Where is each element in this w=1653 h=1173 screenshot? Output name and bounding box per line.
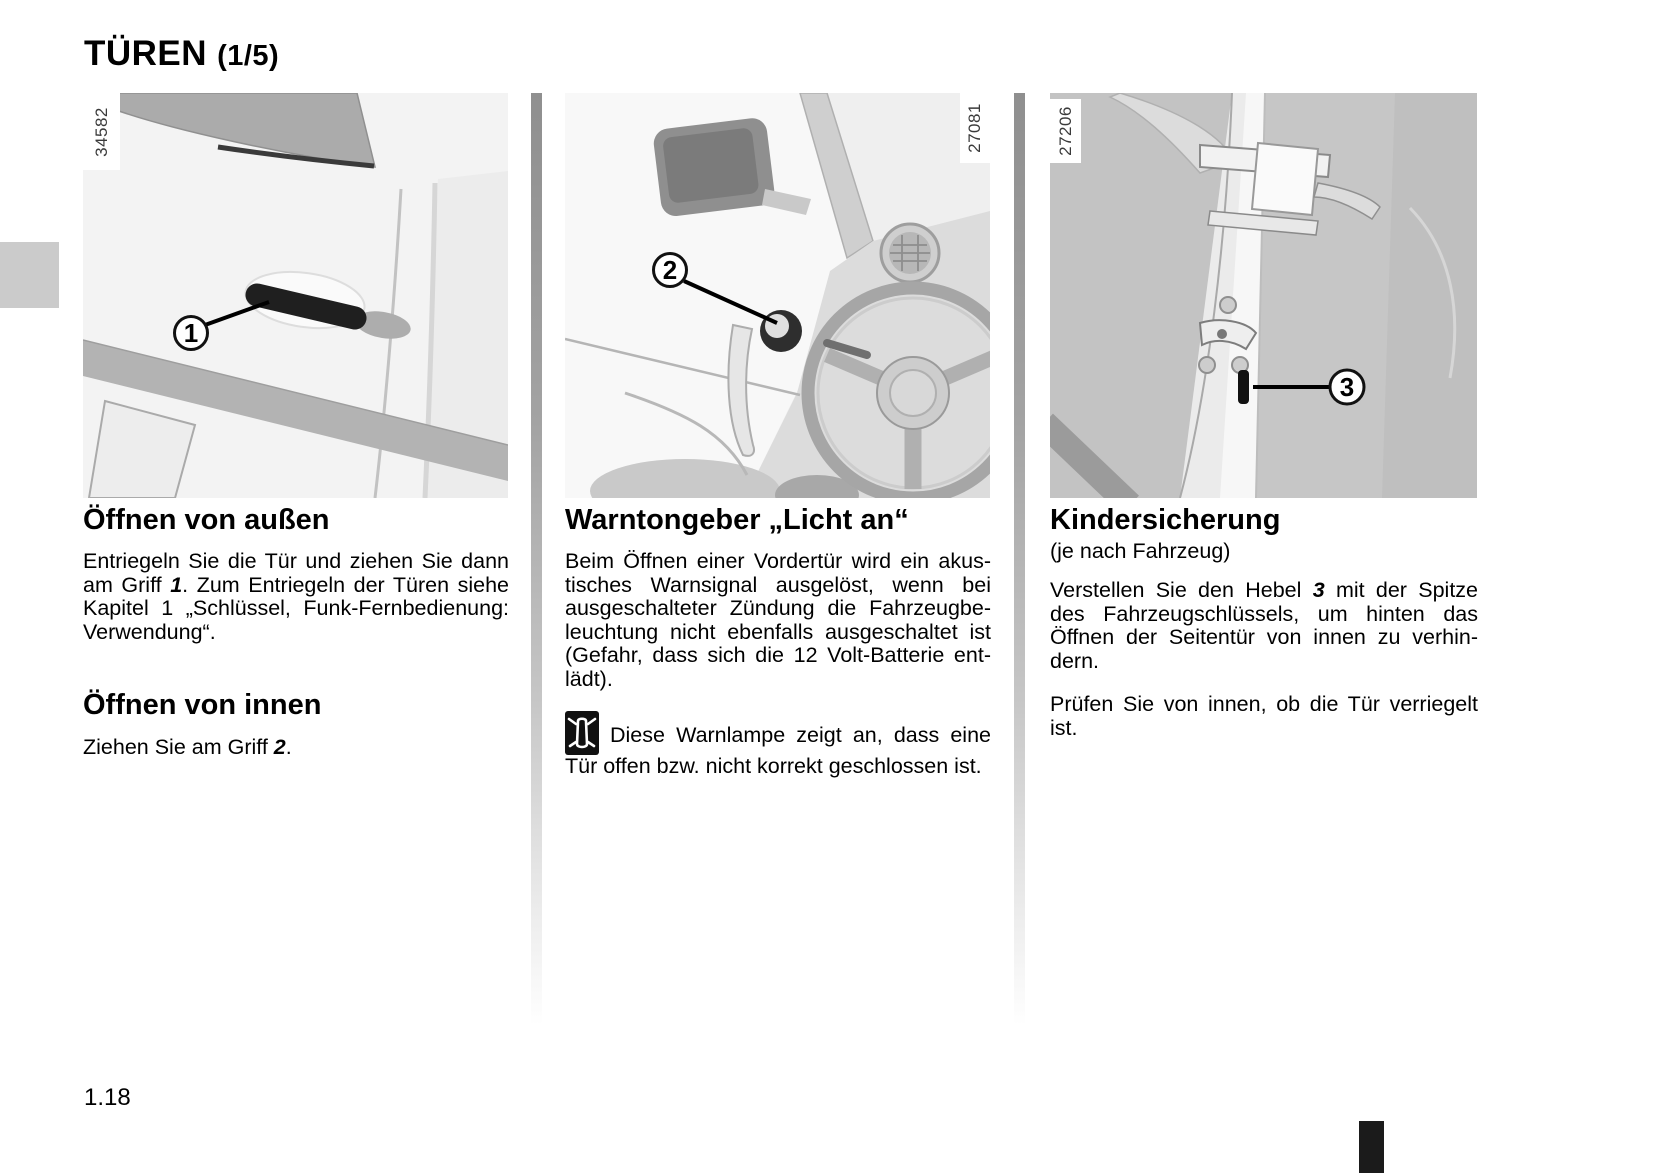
column-warning-buzzer [565,505,991,799]
callout-2-number: 2 [662,255,678,285]
paragraph-child-lock: Verstellen Sie den Hebel 3 mit der Spitze des Fahrzeugschlüssels, um hinten das Öffnen der Seitentür von innen zu verhindern. [1050,578,1478,673]
exterior-door-illustration [83,93,508,498]
figure-child-safety-lock [1050,93,1477,498]
paragraph-open-inside: Ziehen Sie am Griff 2. [83,734,292,759]
page-title-main: TÜREN [84,34,208,73]
callout-ref-3: 3 [1312,578,1325,603]
callout-3-number: 3 [1339,372,1355,402]
paragraph-open-outside: Entriegeln Sie die Tür und ziehen Sie dann am Griff 1. Zum Entriegeln der Türen siehe Kapitel 1 „Schlüssel, Funk-Fernbedienung: Verwendung“. [83,549,509,644]
heading-open-outside: Öffnen von außen [83,504,330,536]
paragraph-check-locked: Prüfen Sie von innen, ob die Tür verriegelt ist. [1050,692,1478,740]
heading-warning-buzzer: Warntongeber „Licht an“ [565,504,909,536]
heading-child-lock: Kindersicherung [1050,504,1281,536]
section-corner-tab [1359,1121,1384,1173]
column-divider [531,93,542,1035]
figure-interior-door-handle [565,93,990,498]
page-title [84,34,279,74]
callout-ref-2: 2 [273,734,286,759]
figure-exterior-door-handle [83,93,508,498]
child-lock-lever [1238,370,1249,404]
interior-illustration [565,93,990,498]
paragraph-warning-buzzer: Beim Öffnen einer Vordertür wird ein akustisches Warnsignal ausgelöst, wenn bei ausgeschalteter Zündung die Fahrzeugbeleuchtung nicht ebenfalls ausgeschaltet ist (Gefahr, dass sich die 12 Volt-Batterie entlädt). [565,549,991,691]
page-title-part: (1/5) [217,40,280,72]
photo-id-label: 27206 [1050,99,1081,163]
door-open-warning-lamp-icon [565,711,599,755]
column-open-door [83,505,509,779]
column-divider [1014,93,1025,1035]
heading-open-inside: Öffnen von innen [83,689,322,722]
page-number: 1.18 [84,1084,131,1111]
column-child-lock [1050,505,1478,760]
callout-1-number: 1 [183,318,199,348]
callout-ref-1: 1 [170,572,183,597]
photo-id-label: 34582 [83,93,120,170]
paragraph-warning-lamp: Diese Warnlampe zeigt an, dass eine Tür offen bzw. nicht korrekt geschlossen ist. [565,711,991,779]
photo-id-label: 27081 [960,93,990,163]
section-tab-marker [0,242,59,308]
subheading-child-lock: (je nach Fahrzeug) [1050,539,1231,564]
door-edge-illustration [1050,93,1477,498]
